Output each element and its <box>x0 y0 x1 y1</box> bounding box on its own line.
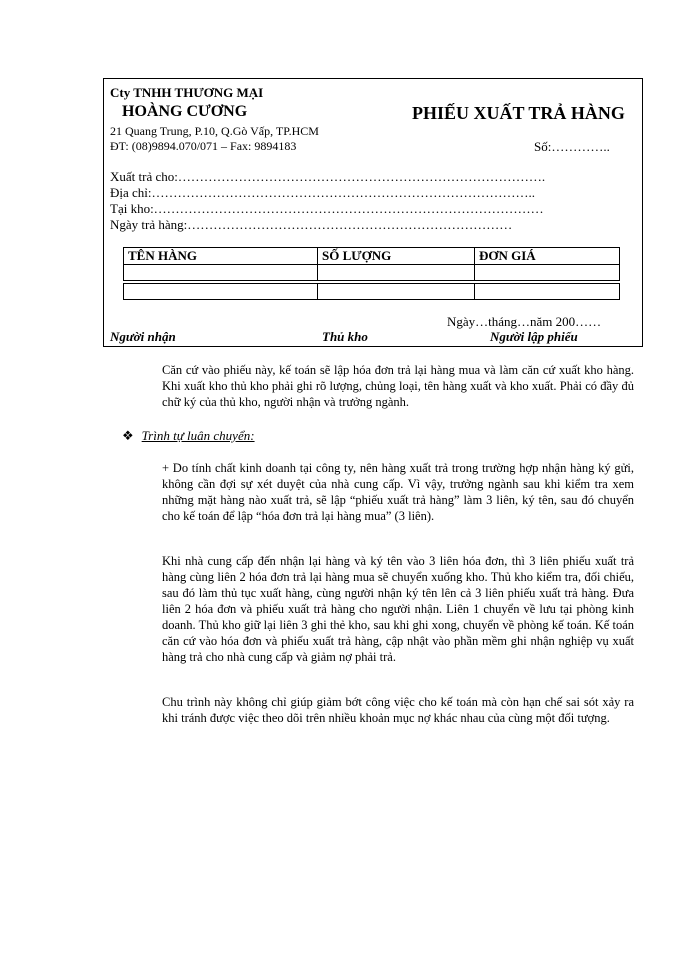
form-number: Số:………….. <box>534 139 610 154</box>
signature-preparer: Người lập phiếu <box>490 329 578 344</box>
paragraph-2: + Do tính chất kinh doanh tại công ty, nên hàng xuất trả trong trường hợp nhận hàng ký gửi, không cần đợi sự xét duyệt của nhà cung cấp. Vì vậy, trưởng ngành sau khi kiểm tra xem những mặt hàng nào xuất trả, sẽ lập “phiếu xuất trả hàng” làm 3 liên, ký tên, sau đó chuyển cho kế toán để lập “hóa đơn trả lại hàng mua” (3 liên). <box>162 461 634 523</box>
goods-table <box>123 247 620 300</box>
table-row <box>124 265 620 281</box>
company-phone: ĐT: (08)9894.070/071 – Fax: 9894183 <box>110 139 297 153</box>
company-name-line2: HOÀNG CƯƠNG <box>122 103 248 120</box>
paragraph-4: Chu trình này không chỉ giúp giảm bớt công việc cho kế toán mà còn hạn chế sai sót xảy ra khi tránh được việc theo dõi trên nhiều khoản mục nợ khác nhau của cùng một đối tượng. <box>162 695 634 725</box>
table-row <box>124 284 620 300</box>
section-heading <box>122 428 255 444</box>
field-return-date: Ngày trả hàng:………………………………………………………………… <box>110 217 513 232</box>
signature-receiver: Người nhận <box>110 329 176 344</box>
date-line: Ngày…tháng…năm 200…… <box>447 314 602 329</box>
form-title: PHIẾU XUẤT TRẢ HÀNG <box>412 103 625 123</box>
col-header-name: TÊN HÀNG <box>124 248 318 265</box>
return-slip-form <box>103 78 643 347</box>
field-address: Địa chỉ:…………………………………………………………………………….. <box>110 185 536 200</box>
field-return-to: Xuất trả cho:…………………………………………………………………………. <box>110 169 546 184</box>
section-heading-text: Trình tự luân chuyển: <box>141 428 255 443</box>
col-header-price: ĐƠN GIÁ <box>475 248 620 265</box>
field-warehouse: Tại kho:……………………………………………………………………………… <box>110 201 544 216</box>
table-header-row <box>124 248 620 265</box>
company-name-line1: Cty TNHH THƯƠNG MẠI <box>110 85 264 100</box>
paragraph-1: Căn cứ vào phiếu này, kế toán sẽ lập hóa đơn trả lại hàng mua và làm căn cứ xuất kho hàng. Khi xuất kho thủ kho phải ghi rõ lượng, chủng loại, tên hàng xuất và kho xuất. Phải có đầy đủ chữ ký của thủ kho, người nhận và trưởng ngành. <box>162 363 634 409</box>
company-address: 21 Quang Trung, P.10, Q.Gò Vấp, TP.HCM <box>110 124 319 138</box>
signature-storekeeper: Thủ kho <box>322 329 368 344</box>
diamond-bullet-icon: ❖ <box>122 428 134 443</box>
paragraph-3: Khi nhà cung cấp đến nhận lại hàng và ký tên vào 3 liên hóa đơn, thì 3 liên phiếu xuất trả hàng cùng liên 2 hóa đơn trả lại hàng mua sẽ chuyển xuống kho. Thủ kho kiểm tra, đối chiếu, sau đó làm thủ tục xuất hàng, cùng người nhận ký tên lên cả 3 liên phiếu xuất trả hàng. Đưa liên 2 hóa đơn và phiếu xuất trả hàng cho người nhận. Liên 1 chuyển về lưu tại phòng kinh doanh. Thủ kho giữ lại liên 3 ghi thẻ kho, sau khi ghi xong, chuyển về phòng kế toán. Kế toán căn cứ vào hóa đơn và phiếu xuất trả hàng, cập nhật vào phần mềm ghi nhận nghiệp vụ xuất hàng trả cho nhà cung cấp và giảm nợ phải trả. <box>162 554 634 664</box>
col-header-quantity: SỐ LƯỢNG <box>318 248 475 265</box>
